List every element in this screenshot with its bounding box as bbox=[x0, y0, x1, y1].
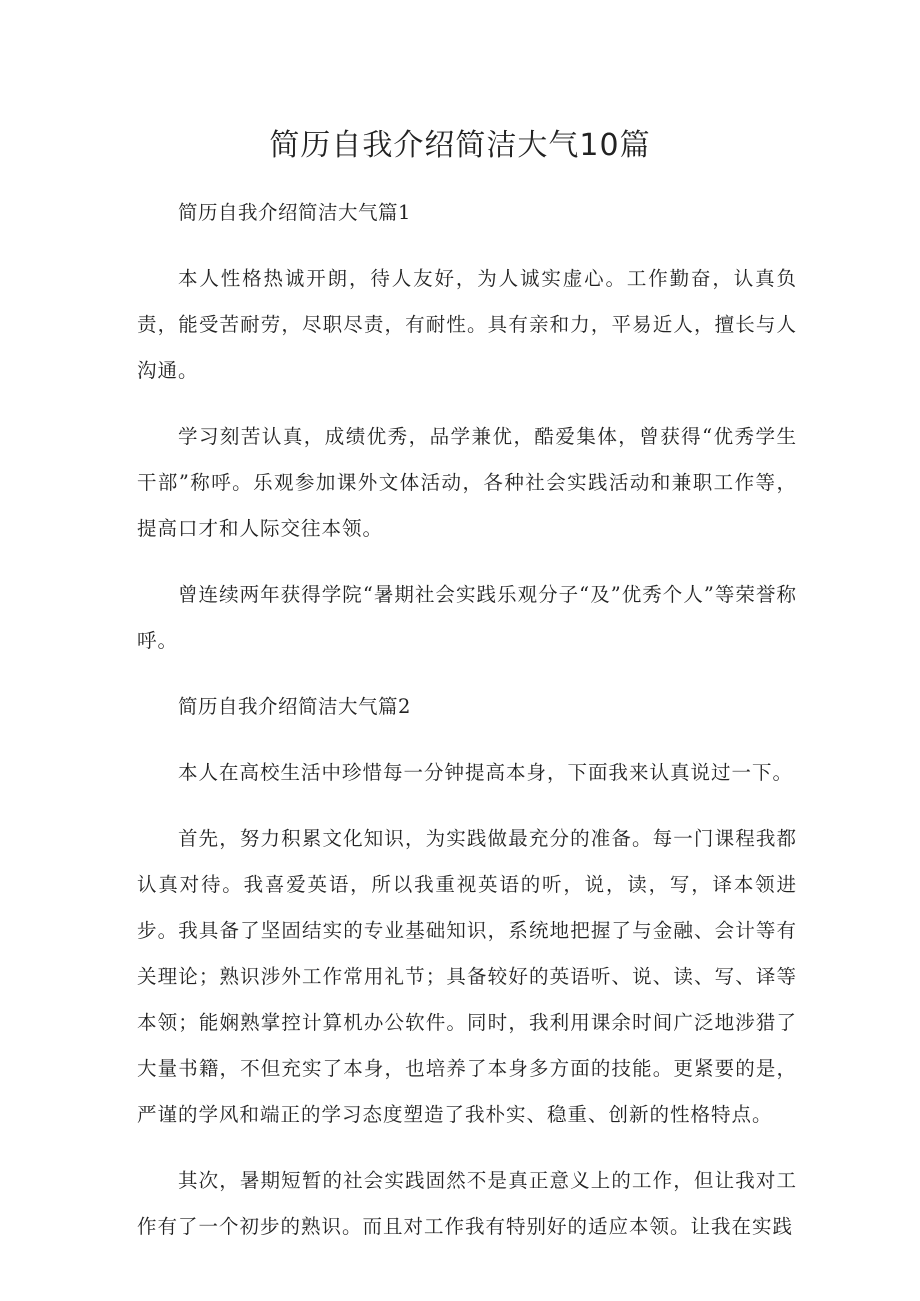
section-heading: 简历自我介绍简洁大气篇2 bbox=[178, 695, 411, 718]
section-heading: 简历自我介绍简洁大气篇1 bbox=[178, 201, 411, 224]
document-title: 简历自我介绍简洁大气10篇 bbox=[269, 128, 651, 163]
paragraph: 曾连续两年获得学院“暑期社会实践乐观分子“及”优秀个人”等荣誉称呼。 bbox=[137, 583, 797, 652]
document-body bbox=[137, 190, 797, 1270]
paragraph: 本人性格热诚开朗，待人友好，为人诚实虚心。工作勤奋，认真负责，能受苦耐劳，尽职尽责，有耐性。具有亲和力，平易近人，擅长与人沟通。 bbox=[137, 267, 797, 382]
paragraph: 其次，暑期短暂的社会实践固然不是真正意义上的工作，但让我对工作有了一个初步的熟识。而且对工作我有特别好的适应本领。让我在实践 bbox=[137, 1169, 797, 1238]
paragraph: 本人在高校生活中珍惜每一分钟提高本身，下面我来认真说过一下。 bbox=[178, 761, 794, 784]
paragraph: 首先，努力积累文化知识，为实践做最充分的准备。每一门课程我都认真对待。我喜爱英语，所以我重视英语的听，说，读，写，译本领进步。我具备了坚固结实的专业基础知识，系统地把握了与金融、会计等有关理论；熟识涉外工作常用礼节；具备较好的英语听、说、读、写、译等本领；能娴熟掌控计算机办公软件。同时，我利用课余时间广泛地涉猎了大量书籍，不但充实了本身，也培养了本身多方面的技能。更紧要的是，严谨的学风和端正的学习态度塑造了我朴实、稳重、创新的性格特点。 bbox=[137, 827, 797, 1126]
paragraph: 学习刻苦认真，成绩优秀，品学兼优，酷爱集体，曾获得“优秀学生干部”称呼。乐观参加课外文体活动，各种社会实践活动和兼职工作等，提高口才和人际交往本领。 bbox=[137, 425, 797, 540]
